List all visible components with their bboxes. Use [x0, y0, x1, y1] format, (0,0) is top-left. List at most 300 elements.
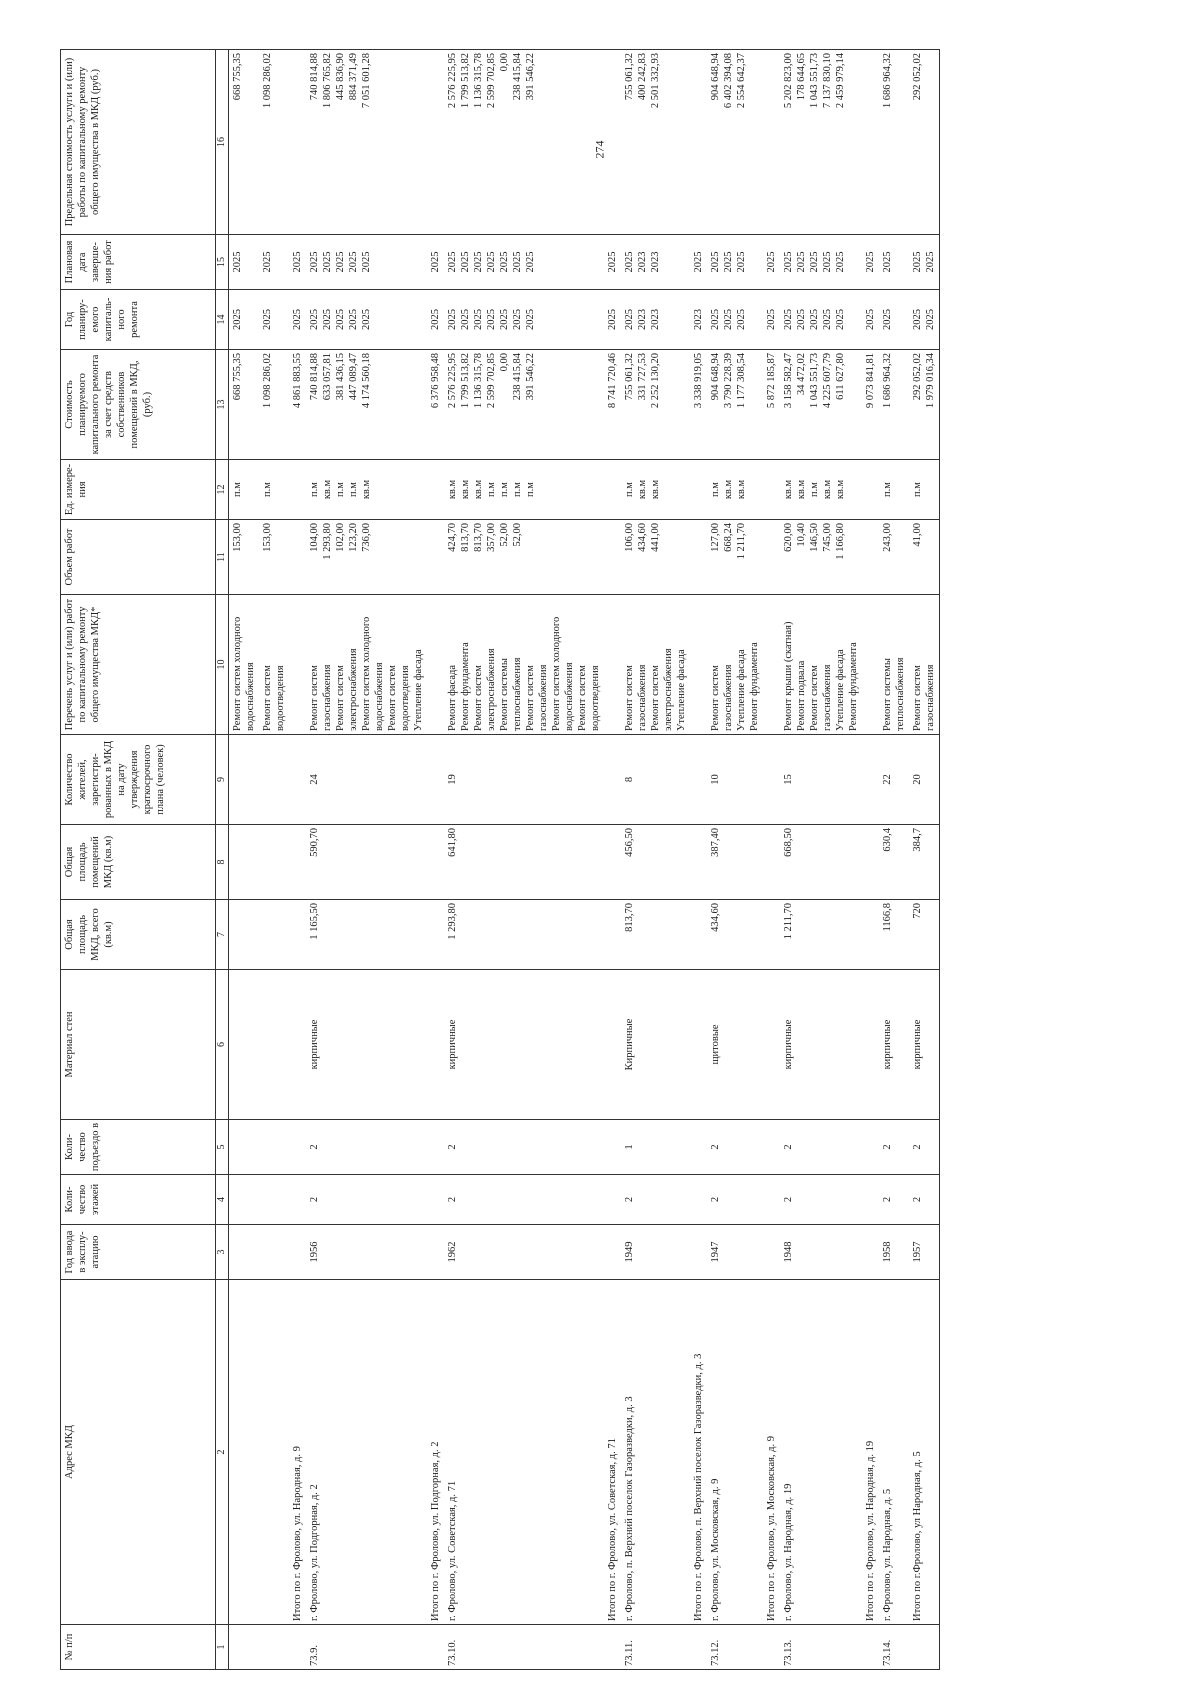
work-cost: 755 061,32 [624, 353, 635, 401]
col-number: 11 [216, 520, 229, 595]
work-cost: 3 790 228,39 [723, 353, 734, 409]
cell-completion-years [621, 235, 690, 290]
completion-year: 2025 [361, 251, 372, 273]
limit-cost: 2 599 702,85 [486, 53, 497, 109]
completion-year: 2025 [292, 251, 303, 273]
cell-premises-area [690, 825, 707, 900]
completion-year: 2025 [783, 251, 794, 273]
repair-year: 2025 [486, 309, 497, 330]
repair-year: 2025 [607, 309, 618, 330]
repair-year: 2025 [822, 309, 833, 330]
work-item: Ремонт фундамента [460, 642, 471, 731]
col-number: 12 [216, 460, 229, 520]
work-volume: 41,00 [912, 523, 923, 547]
cell-premises-area [259, 825, 289, 900]
repair-year: 2025 [809, 309, 820, 330]
work-unit: п.м [348, 482, 359, 497]
work-item: Ремонт систем водоотведения [577, 665, 601, 731]
cell-year-built: 1949 [621, 1225, 690, 1280]
cell-year-built: 1948 [780, 1225, 862, 1280]
cell-address [229, 1280, 260, 1625]
cell-row-number [229, 1625, 260, 1670]
table-row [444, 50, 604, 1670]
work-cost: 2 576 225,95 [447, 353, 458, 409]
cell-work-units [604, 460, 621, 520]
work-item: Ремонт фундамента [749, 642, 760, 731]
cell-repair-years [259, 290, 289, 350]
limit-cost: 668 755,35 [232, 53, 243, 101]
cell-residents [604, 735, 621, 825]
cell-total-area [604, 900, 621, 970]
repair-year: 2025 [473, 309, 484, 330]
cell-work-volumes [763, 520, 780, 595]
cell-repair-years [427, 290, 444, 350]
cell-completion-years [690, 235, 707, 290]
cell-row-number: 73.14. [879, 1625, 909, 1670]
repair-year: 2025 [262, 309, 273, 330]
cell-work-units [707, 460, 763, 520]
work-volume: 146,50 [809, 523, 820, 552]
cell-row-number: 73.12. [707, 1625, 763, 1670]
cell-entrances [229, 1120, 260, 1175]
work-unit: п.м [335, 482, 346, 497]
work-cost: 1 799 513,82 [460, 353, 471, 409]
cell-premises-area [289, 825, 306, 900]
completion-year: 2025 [624, 251, 635, 273]
work-cost: 391 546,22 [525, 353, 536, 401]
limit-cost: 292 052,02 [912, 53, 923, 101]
work-item: Утепление фасада [676, 649, 687, 731]
completion-year: 2025 [473, 251, 484, 273]
work-item: Утепление фасада [835, 649, 846, 731]
cell-wall-material: кирпичные [879, 970, 909, 1120]
cell-completion-years [306, 235, 427, 290]
cell-address: Итого по г. Фролово, ул. Народная, д. 19 [862, 1280, 879, 1625]
cell-limit-costs [690, 50, 707, 235]
cell-entrances [763, 1120, 780, 1175]
cell-entrances [427, 1120, 444, 1175]
cell-premises-area: 668,50 [780, 825, 862, 900]
cell-residents [289, 735, 306, 825]
col-number: 14 [216, 290, 229, 350]
repair-year: 2025 [512, 309, 523, 330]
repair-year: 2025 [335, 309, 346, 330]
cell-entrances: 2 [780, 1120, 862, 1175]
cell-work-units [427, 460, 444, 520]
work-cost: 5 872 185,87 [766, 353, 777, 409]
work-unit: п.м [882, 482, 893, 497]
work-item: Ремонт систем газоснабжения [525, 664, 549, 731]
col-number: 5 [216, 1120, 229, 1175]
cell-completion-years [763, 235, 780, 290]
col-number: 7 [216, 900, 229, 970]
work-volume: 127,00 [710, 523, 721, 552]
completion-year: 2025 [447, 251, 458, 273]
col-number: 16 [216, 50, 229, 235]
work-item: Ремонт систем холодного водоснабжения [232, 616, 256, 731]
cell-year-built: 1958 [879, 1225, 909, 1280]
work-volume: 736,00 [361, 523, 372, 552]
cell-row-number [259, 1625, 289, 1670]
cell-total-area [259, 900, 289, 970]
table-row [621, 50, 690, 1670]
cell-repair-years [229, 290, 260, 350]
cell-work-items [909, 595, 940, 735]
cell-address: г. Фролово, ул. Подгорная, д. 2 [306, 1280, 427, 1625]
work-unit: кв.м [322, 479, 333, 500]
work-unit: кв.м [637, 479, 648, 500]
work-unit: кв.м [473, 479, 484, 500]
repair-year: 2025 [309, 309, 320, 330]
cell-work-units [763, 460, 780, 520]
cell-address: г. Фролово, ул. Советская, д. 71 [444, 1280, 604, 1625]
cell-work-units [306, 460, 427, 520]
cell-limit-costs [427, 50, 444, 235]
repair-year: 2025 [525, 309, 536, 330]
work-cost: 2 252 130,20 [650, 353, 661, 409]
work-cost: 4 861 883,55 [292, 353, 303, 409]
header-row [61, 50, 216, 1670]
work-cost: 611 627,80 [835, 353, 846, 400]
work-cost: 0,00 [499, 353, 510, 372]
work-unit: кв.м [361, 479, 372, 500]
cell-limit-costs [780, 50, 862, 235]
cell-completion-years [444, 235, 604, 290]
completion-year: 2025 [322, 251, 333, 273]
cell-work-costs [444, 350, 604, 460]
cell-limit-costs [306, 50, 427, 235]
repair-year: 2025 [322, 309, 333, 330]
cell-work-units [862, 460, 879, 520]
col-number: 15 [216, 235, 229, 290]
work-unit: кв.м [650, 479, 661, 500]
table-row-subtotal [289, 50, 306, 1670]
completion-year: 2025 [335, 251, 346, 273]
limit-cost: 6 402 394,08 [723, 53, 734, 109]
cell-residents [862, 735, 879, 825]
work-cost: 1 136 315,78 [473, 353, 484, 409]
cell-residents [229, 735, 260, 825]
cell-address: Итого по г. Фролово, ул. Народная, д. 9 [289, 1280, 306, 1625]
limit-cost: 1 136 315,78 [473, 53, 484, 109]
cell-year-built: 1957 [909, 1225, 940, 1280]
cell-limit-costs [229, 50, 260, 235]
cell-completion-years [879, 235, 909, 290]
cell-limit-costs [621, 50, 690, 235]
col-header-entrances: Коли-чество подъездо в [61, 1120, 216, 1175]
work-volume: 620,00 [783, 523, 794, 552]
work-item: Ремонт системы теплоснабжения [499, 657, 523, 731]
work-cost: 9 073 841,81 [865, 353, 876, 409]
table-row [306, 50, 427, 1670]
work-unit: кв.м [796, 479, 807, 500]
cell-row-number [427, 1625, 444, 1670]
repair-year: 2023 [693, 309, 704, 330]
cell-floors [604, 1175, 621, 1225]
cell-work-items [780, 595, 862, 735]
cell-row-number: 73.11. [621, 1625, 690, 1670]
work-volume: 243,00 [882, 523, 893, 552]
cell-residents: 10 [707, 735, 763, 825]
work-unit: кв.м [447, 479, 458, 500]
col-number: 1 [216, 1625, 229, 1670]
cell-address: г. Фролово, ул. Народная, д. 5 [879, 1280, 909, 1625]
cell-work-items [289, 595, 306, 735]
cell-total-area [690, 900, 707, 970]
cell-completion-years [707, 235, 763, 290]
cell-total-area [289, 900, 306, 970]
cell-work-units [690, 460, 707, 520]
cell-year-built: 1956 [306, 1225, 427, 1280]
cell-work-volumes [289, 520, 306, 595]
cell-year-built [289, 1225, 306, 1280]
cell-work-items [427, 595, 444, 735]
cell-total-area: 434,60 [707, 900, 763, 970]
cell-wall-material: кирпичные [909, 970, 940, 1120]
repair-year: 2023 [650, 309, 661, 330]
cell-limit-costs [862, 50, 879, 235]
table-row [879, 50, 909, 1670]
limit-cost: 7 051 601,28 [361, 53, 372, 109]
cell-wall-material [229, 970, 260, 1120]
col-header-premises-area: Общая площадь помещений МКД (кв.м) [61, 825, 216, 900]
work-volume: 104,00 [309, 523, 320, 552]
work-volume: 424,70 [447, 523, 458, 552]
cell-work-costs [879, 350, 909, 460]
cell-address: Итого по г. Фролово, п. Верхний поселок Газоразведки, д. 3 [690, 1280, 707, 1625]
work-item: Ремонт систем водоотведения [387, 665, 411, 731]
completion-year: 2025 [525, 251, 536, 273]
cell-work-items [259, 595, 289, 735]
completion-year: 2025 [766, 251, 777, 273]
work-volume: 1 293,80 [322, 523, 333, 560]
work-unit: п.м [912, 482, 923, 497]
work-unit: п.м [309, 482, 320, 497]
completion-year: 2025 [736, 251, 747, 273]
col-header-limit-cost: Предельная стоимость услуги и (или) работы по капитальному ремонту общего имущества в МКД (руб.) [61, 50, 216, 235]
completion-year: 2025 [796, 251, 807, 273]
work-cost: 1 098 286,02 [262, 353, 273, 409]
limit-cost: 1 043 551,73 [809, 53, 820, 109]
cell-work-items [621, 595, 690, 735]
cell-work-costs [621, 350, 690, 460]
limit-cost: 7 137 830,10 [822, 53, 833, 109]
cell-work-costs [763, 350, 780, 460]
cell-work-items [444, 595, 604, 735]
repair-year: 2025 [736, 309, 747, 330]
work-item: Ремонт систем электроснабжения [335, 648, 359, 731]
cell-total-area: 720 [909, 900, 940, 970]
cell-premises-area [763, 825, 780, 900]
cell-premises-area [862, 825, 879, 900]
work-volume: 434,60 [637, 523, 648, 552]
table-row-subtotal [862, 50, 879, 1670]
limit-cost: 391 546,22 [525, 53, 536, 101]
repair-year: 2025 [447, 309, 458, 330]
cell-repair-years [780, 290, 862, 350]
table-row-subtotal [604, 50, 621, 1670]
work-item: Ремонт систем водоотведения [262, 665, 286, 731]
cell-floors: 2 [780, 1175, 862, 1225]
work-unit: кв.м [460, 479, 471, 500]
cell-work-volumes [229, 520, 260, 595]
work-volume: 1 166,80 [835, 523, 846, 560]
cell-entrances: 2 [707, 1120, 763, 1175]
completion-year: 2025 [430, 251, 441, 273]
limit-cost: 884 371,49 [348, 53, 359, 101]
cell-limit-costs [604, 50, 621, 235]
cell-total-area: 1166,8 [879, 900, 909, 970]
repair-year: 2025 [232, 309, 243, 330]
limit-cost: 445 836,90 [335, 53, 346, 101]
cell-residents [690, 735, 707, 825]
work-volume: 10,40 [796, 523, 807, 547]
cell-work-costs [306, 350, 427, 460]
cell-work-volumes [780, 520, 862, 595]
cell-address [259, 1280, 289, 1625]
work-cost: 4 174 560,18 [361, 353, 372, 409]
cell-entrances: 1 [621, 1120, 690, 1175]
repair-year: 2025 [835, 309, 846, 330]
cell-residents: 22 [879, 735, 909, 825]
cell-row-number [690, 1625, 707, 1670]
cell-wall-material [763, 970, 780, 1120]
limit-cost: 2 459 979,14 [835, 53, 846, 109]
work-volume: 813,70 [473, 523, 484, 552]
cell-repair-years [862, 290, 879, 350]
cell-wall-material: щитовые [707, 970, 763, 1120]
work-volume: 357,00 [486, 523, 497, 552]
cell-work-volumes [621, 520, 690, 595]
cell-completion-years [427, 235, 444, 290]
cell-premises-area: 387,40 [707, 825, 763, 900]
completion-year: 2023 [637, 251, 648, 273]
cell-row-number [909, 1625, 940, 1670]
work-unit: кв.м [783, 479, 794, 500]
work-volume: 52,00 [499, 523, 510, 547]
col-header-floors: Коли-чество этажей [61, 1175, 216, 1225]
cell-wall-material [690, 970, 707, 1120]
cell-entrances [604, 1120, 621, 1175]
cell-premises-area [229, 825, 260, 900]
work-item: Ремонт подвала [796, 660, 807, 731]
work-cost: 904 648,94 [710, 353, 721, 401]
cell-wall-material [259, 970, 289, 1120]
cell-completion-years [909, 235, 940, 290]
work-item: Ремонт систем газоснабжения [309, 664, 333, 731]
cell-work-costs [427, 350, 444, 460]
cell-work-items [604, 595, 621, 735]
cell-entrances: 2 [306, 1120, 427, 1175]
cell-total-area: 1 293,80 [444, 900, 604, 970]
col-header-unit: Ед. измере-ния [61, 460, 216, 520]
work-item: Ремонт крыши (скатная) [783, 621, 794, 731]
completion-year: 2025 [512, 251, 523, 273]
cell-floors: 2 [621, 1175, 690, 1225]
work-unit: п.м [525, 482, 536, 497]
cell-premises-area: 456,50 [621, 825, 690, 900]
cell-address: г. Фролово, ул. Народная, д. 19 [780, 1280, 862, 1625]
limit-cost: 5 202 823,00 [783, 53, 794, 109]
cell-work-items [707, 595, 763, 735]
repair-year: 2023 [637, 309, 648, 330]
work-volume: 668,24 [723, 523, 734, 552]
cell-year-built [862, 1225, 879, 1280]
limit-cost: 1 806 765,82 [322, 53, 333, 109]
completion-year: 2025 [486, 251, 497, 273]
work-unit: кв.м [822, 479, 833, 500]
cell-year-built: 1962 [444, 1225, 604, 1280]
cell-limit-costs [259, 50, 289, 235]
work-volume: 52,00 [512, 523, 523, 547]
cell-floors: 2 [879, 1175, 909, 1225]
work-unit: п.м [512, 482, 523, 497]
cell-work-volumes [444, 520, 604, 595]
cell-repair-years [604, 290, 621, 350]
limit-cost: 400 242,83 [637, 53, 648, 101]
cell-work-costs [259, 350, 289, 460]
cell-floors [259, 1175, 289, 1225]
completion-year: 2025 [723, 251, 734, 273]
cell-work-costs [909, 350, 940, 460]
cell-floors: 2 [306, 1175, 427, 1225]
work-volume: 153,00 [262, 523, 273, 552]
cell-work-units [289, 460, 306, 520]
work-cost: 740 814,88 [309, 353, 320, 401]
cell-work-costs [604, 350, 621, 460]
cell-work-volumes [909, 520, 940, 595]
page-number: 274 [592, 140, 607, 159]
cell-floors: 2 [909, 1175, 940, 1225]
cell-wall-material: кирпичные [444, 970, 604, 1120]
work-item: Ремонт систем холодного водоснабжения [551, 616, 575, 731]
work-unit: кв.м [835, 479, 846, 500]
cell-residents: 8 [621, 735, 690, 825]
work-volume: 102,00 [335, 523, 346, 552]
cell-work-items [306, 595, 427, 735]
completion-year: 2025 [925, 251, 936, 273]
cell-work-items [763, 595, 780, 735]
cell-work-costs [690, 350, 707, 460]
work-item: Ремонт фасада [447, 664, 458, 731]
completion-year: 2023 [650, 251, 661, 273]
cell-completion-years [862, 235, 879, 290]
completion-year: 2025 [865, 251, 876, 273]
cell-repair-years [289, 290, 306, 350]
work-item: Ремонт систем газоснабжения [809, 664, 833, 731]
cell-floors [862, 1175, 879, 1225]
work-cost: 3 338 919,05 [693, 353, 704, 409]
cell-work-items [862, 595, 879, 735]
cell-floors: 2 [707, 1175, 763, 1225]
cell-address: Итого по г. Фролово, ул. Подгорная, д. 2 [427, 1280, 444, 1625]
repair-year: 2025 [925, 309, 936, 330]
cell-repair-years [909, 290, 940, 350]
work-unit: п.м [710, 482, 721, 497]
cell-completion-years [259, 235, 289, 290]
cell-row-number [289, 1625, 306, 1670]
table-row-subtotal [427, 50, 444, 1670]
cell-work-volumes [862, 520, 879, 595]
completion-year: 2025 [710, 251, 721, 273]
cell-repair-years [621, 290, 690, 350]
cell-limit-costs [289, 50, 306, 235]
cell-repair-years [879, 290, 909, 350]
limit-cost: 238 415,84 [512, 53, 523, 101]
col-number: 4 [216, 1175, 229, 1225]
cell-entrances [690, 1120, 707, 1175]
cell-completion-years [229, 235, 260, 290]
